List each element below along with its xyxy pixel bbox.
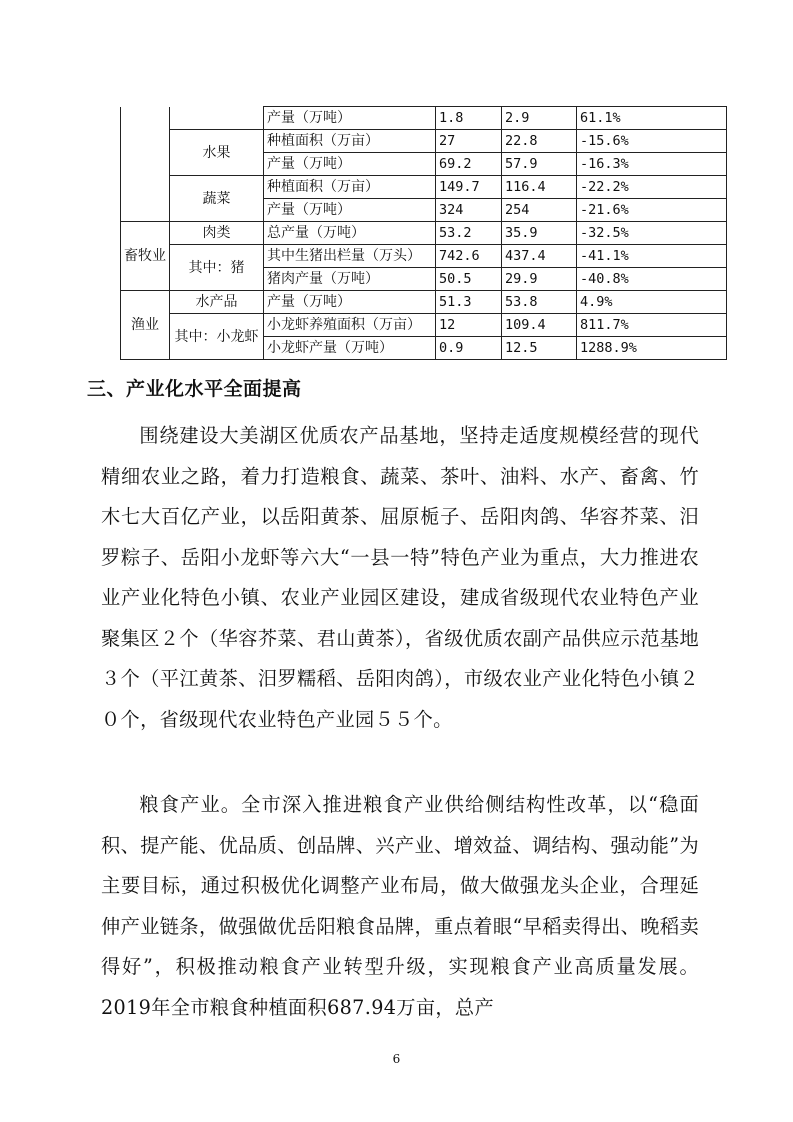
table-row [121, 107, 727, 130]
cell-indicator: 猪肉产量（万吨） [264, 268, 436, 291]
cell-value-b: 2.9 [502, 107, 577, 130]
paragraph-grain-industry: 粮食产业。全市深入推进粮食产业供给侧结构性改革，以“稳面积、提产能、优品质、创品牌、兴产业、增效益、调结构、强动能”为主要目标，通过积极优化调整产业布局，做大做强龙头企业，合理延伸产业链条，做强做优岳阳粮食品牌，重点着眼“早稻卖得出、晚稻卖得好”，积极推动粮食产业转型升级，实现粮食产业高质量发展。2019年全市粮食种植面积687.94万亩，总产 [101, 793, 699, 1019]
table-row [121, 245, 727, 268]
cell-value-b: 53.8 [502, 291, 577, 314]
cell-value-b: 29.9 [502, 268, 577, 291]
cell-value-b: 22.8 [502, 130, 577, 153]
table-row [121, 314, 727, 337]
cell-item: 肉类 [170, 222, 264, 245]
cell-change: 4.9% [577, 291, 727, 314]
table-row [121, 176, 727, 199]
cell-item: 其中：小龙虾 [170, 314, 264, 360]
cell-indicator: 小龙虾产量（万吨） [264, 337, 436, 360]
cell-change: -40.8% [577, 268, 727, 291]
table-row [121, 130, 727, 153]
cell-value-b: 12.5 [502, 337, 577, 360]
cell-value-a: 324 [436, 199, 502, 222]
cell-value-a: 742.6 [436, 245, 502, 268]
cell-value-b: 109.4 [502, 314, 577, 337]
cell-change: -16.3% [577, 153, 727, 176]
cell-indicator: 产量（万吨） [264, 291, 436, 314]
section-heading: 三、产业化水平全面提高 [87, 378, 302, 400]
cell-change: -15.6% [577, 130, 727, 153]
cell-change: -32.5% [577, 222, 727, 245]
statistics-table-body [121, 107, 727, 360]
cell-indicator: 产量（万吨） [264, 153, 436, 176]
cell-value-b: 437.4 [502, 245, 577, 268]
cell-change: 1288.9% [577, 337, 727, 360]
cell-item: 其中：猪 [170, 245, 264, 291]
cell-indicator: 总产量（万吨） [264, 222, 436, 245]
cell-category: 渔业 [121, 291, 170, 360]
table-row [121, 291, 727, 314]
cell-value-a: 27 [436, 130, 502, 153]
cell-indicator: 产量（万吨） [264, 199, 436, 222]
statistics-table [120, 106, 727, 360]
cell-item [170, 107, 264, 130]
cell-change: -41.1% [577, 245, 727, 268]
cell-item: 水产品 [170, 291, 264, 314]
cell-change: 61.1% [577, 107, 727, 130]
cell-indicator: 种植面积（万亩） [264, 130, 436, 153]
cell-value-a: 12 [436, 314, 502, 337]
cell-value-a: 69.2 [436, 153, 502, 176]
table-row [121, 222, 727, 245]
cell-value-b: 35.9 [502, 222, 577, 245]
cell-value-a: 53.2 [436, 222, 502, 245]
cell-value-a: 1.8 [436, 107, 502, 130]
page-number: 6 [392, 1052, 401, 1066]
cell-category: 畜牧业 [121, 222, 170, 291]
cell-value-a: 0.9 [436, 337, 502, 360]
cell-change: 811.7% [577, 314, 727, 337]
cell-value-a: 149.7 [436, 176, 502, 199]
cell-value-a: 50.5 [436, 268, 502, 291]
cell-change: -22.2% [577, 176, 727, 199]
cell-item: 水果 [170, 130, 264, 176]
cell-category [121, 107, 170, 222]
cell-indicator: 产量（万吨） [264, 107, 436, 130]
cell-value-a: 51.3 [436, 291, 502, 314]
cell-value-b: 116.4 [502, 176, 577, 199]
cell-indicator: 其中生猪出栏量（万头） [264, 245, 436, 268]
paragraph-industrialization: 围绕建设大美湖区优质农产品基地，坚持走适度规模经营的现代精细农业之路，着力打造粮食、蔬菜、茶叶、油料、水产、畜禽、竹木七大百亿产业，以岳阳黄茶、屈原栀子、岳阳肉鸽、华容芥菜、汨罗粽子、岳阳小龙虾等六大“一县一特”特色产业为重点，大力推进农业产业化特色小镇、农业产业园区建设，建成省级现代农业特色产业聚集区２个（华容芥菜、君山黄茶），省级优质农副产品供应示范基地３个（平江黄茶、汨罗糯稻、岳阳肉鸽），市级农业产业化特色小镇２０个，省级现代农业特色产业园５５个。 [101, 424, 699, 731]
cell-indicator: 小龙虾养殖面积（万亩） [264, 314, 436, 337]
cell-change: -21.6% [577, 199, 727, 222]
cell-item: 蔬菜 [170, 176, 264, 222]
cell-indicator: 种植面积（万亩） [264, 176, 436, 199]
cell-value-b: 254 [502, 199, 577, 222]
cell-value-b: 57.9 [502, 153, 577, 176]
